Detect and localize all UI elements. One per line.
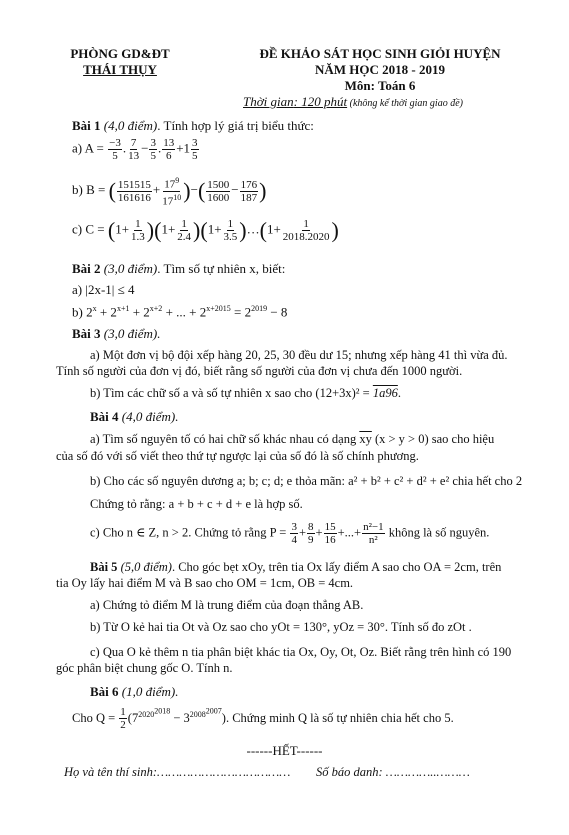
bai3-heading: [72, 326, 160, 342]
bai3-points: (3,0 điểm).: [100, 326, 161, 341]
bai3-b-bar: 1a96: [372, 386, 398, 400]
bai4-b-line2: Chứng tỏ rằng: a + b + c + d + e là hợp số.: [90, 497, 303, 511]
bai5-b: b) Từ O kẻ hai tia Ot và Oz sao cho yOt = 130°, yOz = 30°. Tính số đo zOt .: [90, 620, 472, 634]
bai3-a-line2: Tính số người của đơn vị đó, biết rằng số người của đơn vị chưa đến 1000 người.: [56, 364, 463, 378]
bai1-heading: [72, 118, 314, 134]
bai2-points: (3,0 điểm): [100, 261, 158, 276]
bai1-prompt: . Tính hợp lý giá trị biểu thức:: [157, 118, 314, 133]
bai1-c-label: c) C =: [72, 221, 105, 237]
bai5-c-line2: góc phân biệt chung gốc O. Tính n.: [56, 661, 233, 675]
bai5-title: Bài 5: [90, 560, 118, 574]
bai3-a-line1: a) Một đơn vị bộ đội xếp hàng 20, 25, 30 đều dư 15; nhưng xếp hàng 41 thì vừa đủ.: [90, 348, 508, 362]
bai2-heading: [72, 261, 285, 277]
bai2-a: a) |2x-1| ≤ 4: [72, 282, 135, 297]
bai4-a-post: (x > y > 0) sao cho hiệu: [371, 432, 495, 446]
bai5-line1: [90, 560, 501, 575]
bai4-b-line1: b) Cho các số nguyên dương a; b; c; d; e thỏa mãn: a² + b² + c² + d² + e² chia hết cho 2: [90, 474, 523, 488]
school-year: NĂM HỌC 2018 - 2019: [315, 62, 445, 77]
bai2-b-label: b): [72, 304, 83, 320]
bai3-b-text: b) Tìm các chữ số a và số tự nhiên x sao cho (12+3x)² =: [90, 386, 373, 400]
bai4-a-bar: $\overline{xy}$: [359, 432, 372, 446]
department-line-1: PHÒNG GD&ĐT: [70, 46, 170, 61]
bai3-title: Bài 3: [72, 326, 101, 341]
department-line-2: THÁI THỤY: [83, 62, 157, 77]
bai6-post: . Chứng minh Q là số tự nhiên chia hết cho 5.: [225, 710, 454, 725]
subject: Môn: Toán 6: [344, 78, 416, 93]
bai6-statement: Cho Q = $\frac{1}{2}$ $(7^{2020^{2018}} - 3^{2008^{2007}})$. Chứng minh Q là số tự nhiên chia hết cho 5.: [72, 706, 454, 732]
bai5-line1-text: . Cho góc bẹt xOy, trên tia Ox lấy điểm A sao cho OA = 2cm, trên: [171, 560, 502, 574]
bai6-pre: Cho Q =: [72, 710, 116, 725]
bai4-c-post: không là số nguyên.: [385, 525, 490, 540]
bai6-title: Bài 6: [90, 684, 119, 699]
bai4-c-pre: c) Cho n ∈ Z, n > 2. Chứng tỏ rằng P =: [90, 525, 287, 540]
candidate-number-label: Số báo danh: …………..………: [316, 765, 470, 779]
bai2-prompt: . Tìm số tự nhiên x, biết:: [157, 261, 286, 276]
bai6-points: (1,0 điểm).: [118, 684, 179, 699]
end-marker: ------HẾT------: [246, 743, 323, 758]
bai5-c-line1: c) Qua O kẻ thêm n tia phân biệt khác tia Ox, Oy, Ot, Oz. Biết rằng trên hình có 190: [90, 645, 512, 659]
bai5-a: a) Chứng tỏ điểm M là trung điểm của đoạn thẳng AB.: [90, 598, 364, 612]
bai4-title: Bài 4: [90, 409, 119, 424]
bai2-b: b) $2^x + 2^{x+1} + 2^{x+2}$ + ... + $2^{x+2015} = 2^{2019} - 8$: [72, 304, 288, 320]
time-note: (không kể thời gian giao đề): [347, 98, 463, 109]
bai4-c: c) Cho n ∈ Z, n > 2. Chứng tỏ rằng P = $\frac{3}{4}$ + $\frac{8}{9}$ + $\frac{15}{16}$ +...+ $\frac{\text{n²−1}}{\text{n²}}$ không là số nguyên.: [90, 521, 490, 546]
bai3-b-end: .: [397, 386, 401, 400]
bai1-b-label: b) B =: [72, 182, 106, 198]
time-label: Thời gian: [243, 94, 294, 109]
bai1-title: Bài 1: [72, 118, 101, 133]
bai4-a-line2: của số đó với số viết theo thứ tự ngược lại của số đó là số chính phương.: [56, 449, 419, 463]
bai6-heading: [90, 684, 178, 700]
time-line: [243, 94, 463, 110]
bai4-a-pre: a) Tìm số nguyên tố có hai chữ số khác nhau có dạng: [90, 432, 360, 446]
time-value: : 120 phút: [293, 94, 348, 109]
bai1-points: (4,0 điểm): [100, 118, 158, 133]
candidate-name-label: Họ và tên thí sinh:………………………………: [64, 765, 291, 779]
bai1-b: b) B = ( $\frac{151515}{161616}$ + $\frac{17^9}{17^{10}}$ )−( $\frac{1500}{1600}$ − $\frac{176}{187}$ ): [72, 176, 267, 208]
bai1-a-label: a) A =: [72, 140, 104, 156]
bai2-title: Bài 2: [72, 261, 101, 276]
bai1-c: c) C = (1+ $\frac{1}{1.3}$ )(1+ $\frac{1}{2.4}$ )(1+ $\frac{1}{3.5}$ )…(1+ $\frac{1}{2018.2020}$ ): [72, 217, 339, 243]
bai5-points: (5,0 điểm): [117, 560, 172, 574]
exam-title: ĐỀ KHẢO SÁT HỌC SINH GIỎI HUYỆN: [259, 46, 501, 61]
bai4-points: (4,0 điểm).: [118, 409, 179, 424]
bai5-line2: tia Oy lấy hai điểm M và B sao cho OM = 1cm, OB = 4cm.: [56, 576, 354, 590]
bai4-a-line1: [90, 432, 494, 447]
bai4-heading: [90, 409, 178, 425]
bai3-b: [90, 386, 401, 401]
bai1-a: a) A = $\frac{-3}{5}$ . $\frac{7}{13}$ − $\frac{3}{5}$ . $\frac{13}{6}$ +1 $\frac{3}{5}$: [72, 137, 198, 162]
